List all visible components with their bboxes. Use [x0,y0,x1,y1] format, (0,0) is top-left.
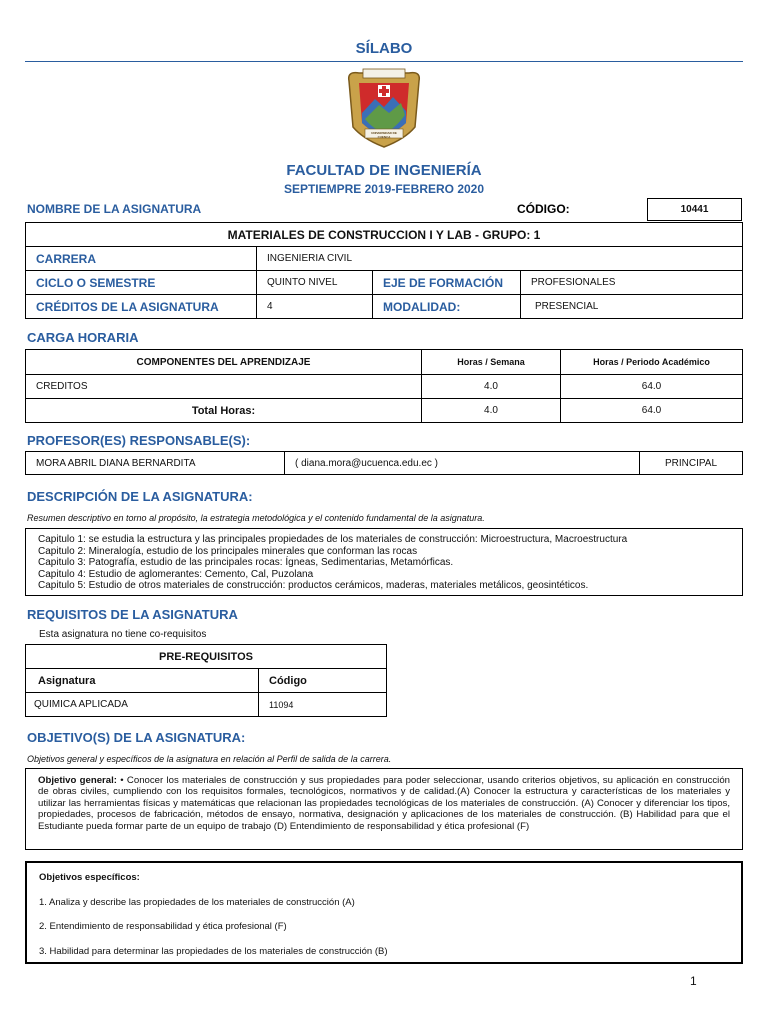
cycle-label: CICLO O SEMESTRE [26,271,257,295]
workload-total-label: Total Horas: [26,399,422,423]
specific-objective-item: 3. Habilidad para determinar las propiedades de los materiales de construcción (B) [39,945,388,957]
course-info-table [25,222,743,319]
header-divider [25,61,743,62]
workload-row-label: CREDITOS [26,375,422,399]
specific-objectives-box [25,861,743,964]
specific-objectives-label: Objetivos específicos: [39,872,140,883]
description-line: Capitulo 4: Estudio de aglomerantes: Cemento, Cal, Puzolana [38,568,314,580]
description-line: Capitulo 3: Patografía, estudio de las principales rocas: Ígneas, Sedimentarias, Metamórficas. [38,557,454,569]
general-objective-box [25,768,743,850]
course-name: MATERIALES DE CONSTRUCCION I Y LAB - GRUPO: 1 [26,223,743,247]
objectives-heading: OBJETIVO(S) DE LA ASIGNATURA: [27,730,246,745]
professors-table [25,451,743,475]
description-box [25,528,743,596]
specific-objective-item: 2. Entendimiento de responsabilidad y ética profesional (F) [39,921,287,933]
description-line: Capitulo 1: se estudia la estructura y las principales propiedades de los materiales de construcción: Microestructura, Macroestructura [38,534,628,545]
credits-label: CRÉDITOS DE LA ASIGNATURA [26,295,257,319]
page-number: 1 [690,974,697,988]
career-label: CARRERA [26,247,257,271]
course-code-value: 10441 [647,198,742,221]
prerequisite-subject: QUIMICA APLICADA [26,693,259,717]
university-logo [345,67,423,149]
workload-col-components: COMPONENTES DEL APRENDIZAJE [26,350,422,375]
professors-heading: PROFESOR(ES) RESPONSABLE(S): [27,433,251,448]
prerequisites-col-subject: Asignatura [26,669,259,693]
axis-value: PROFESIONALES [521,271,743,295]
prerequisites-col-code: Código [259,669,387,693]
requirements-heading: REQUISITOS DE LA ASIGNATURA [27,607,238,622]
modality-label: MODALIDAD: [373,295,521,319]
page-title: SÍLABO [355,40,413,57]
workload-row-week: 4.0 [422,375,561,399]
course-code-label: CÓDIGO: [517,202,570,216]
workload-total-week: 4.0 [422,399,561,423]
workload-col-period: Horas / Periodo Académico [561,350,743,375]
credits-value: 4 [257,295,373,319]
workload-row-period: 64.0 [561,375,743,399]
general-objective-text: • Conocer los materiales de construcción y sus propiedades para poder seleccionar, usando criterios objetivos, su aplicación en construcción de obras civiles, cumpliendo con los requisitos formales, tecnológicos, normativos y de calidad.(A) Conocer la estructura y características de los materiales y utilizar las herramientas físicas y matemáticas que relacionan las propiedades tecnológicas de los materiales de construcción. (A) Conocer y diferenciar los tipos, propiedades, procesos de fabricación, métodos de ensayo, normativa, designación y aplicaciones de los materiales de construcción. (B) Habilidad para que el Estudiante pueda formar parte de un equipo de trabajo (D) Entendimiento de responsabilidad y ética profesional (F) [38,775,730,832]
modality-value: PRESENCIAL [521,295,743,319]
description-line: Capitulo 2: Mineralogía, estudio de los principales minerales que conforman las rocas [38,545,418,557]
prerequisites-table [25,644,387,717]
workload-heading: CARGA HORARIA [27,330,139,345]
description-line: Capitulo 5: Estudio de otros materiales de construcción: productos cerámicos, maderas, materiales metálicos, geosintéticos. [38,580,589,592]
description-subtitle: Resumen descriptivo en torno al propósito, la estrategia metodológica y el contenido fundamental de la asignatura. [27,513,485,523]
workload-total-period: 64.0 [561,399,743,423]
faculty-name: FACULTAD DE INGENIERÍA [286,162,482,179]
career-value: INGENIERIA CIVIL [257,247,743,271]
objectives-subtitle: Objetivos general y específicos de la asignatura en relación al Perfil de salida de la carrera. [27,754,392,764]
workload-table [25,349,743,423]
cycle-value: QUINTO NIVEL [257,271,373,295]
professor-name: MORA ABRIL DIANA BERNARDITA [26,452,285,475]
general-objective-label: Objetivo general: [38,775,117,786]
professor-email[interactable]: ( diana.mora@ucuenca.edu.ec ) [285,452,640,475]
description-heading: DESCRIPCIÓN DE LA ASIGNATURA: [27,489,253,504]
workload-col-week: Horas / Semana [422,350,561,375]
axis-label: EJE DE FORMACIÓN [373,271,521,295]
prerequisite-code: 11094 [259,693,387,717]
academic-period: SEPTIEMPRE 2019-FEBRERO 2020 [283,182,485,196]
logo-caption: UNIVERSIDAD DE CUENCA [371,131,397,139]
specific-objective-item: 1. Analiza y describe las propiedades de los materiales de construcción (A) [39,896,355,908]
prerequisites-title: PRE-REQUISITOS [26,645,387,669]
corequisites-note: Esta asignatura no tiene co-requisitos [39,629,207,640]
course-name-label: NOMBRE DE LA ASIGNATURA [27,202,202,216]
professor-role: PRINCIPAL [640,452,743,475]
